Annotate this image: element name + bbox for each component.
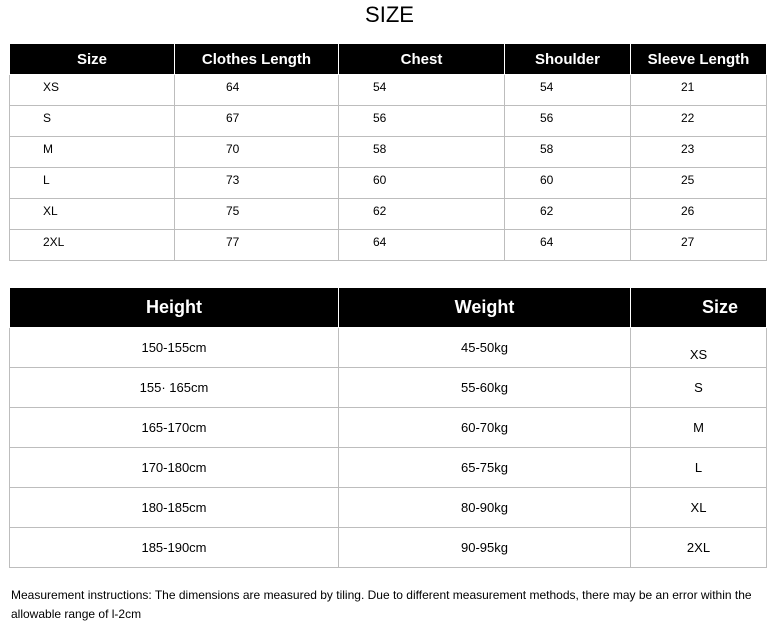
- table-cell: 62: [505, 199, 631, 230]
- table-cell: L: [10, 168, 175, 199]
- table-row: [10, 75, 767, 106]
- table-cell: M: [10, 137, 175, 168]
- table-cell: 2XL: [631, 528, 767, 568]
- table-cell: XL: [631, 488, 767, 528]
- table-cell: S: [631, 368, 767, 408]
- header-shoulder: Shoulder: [505, 44, 631, 75]
- table-cell: 54: [505, 75, 631, 106]
- table-cell: 80-90kg: [339, 488, 631, 528]
- table-cell: 60: [505, 168, 631, 199]
- table-cell: 25: [631, 168, 767, 199]
- measurement-header-row: [10, 44, 767, 75]
- table-row: [10, 137, 767, 168]
- table-cell: S: [10, 106, 175, 137]
- table-cell: XL: [10, 199, 175, 230]
- table-cell: 90-95kg: [339, 528, 631, 568]
- table-cell: 150-155cm: [10, 328, 339, 368]
- table-cell: 75: [175, 199, 339, 230]
- table-cell: 2XL: [10, 230, 175, 261]
- table-cell: 170-180cm: [10, 448, 339, 488]
- table-cell: L: [631, 448, 767, 488]
- size-guide-header-row: [10, 288, 767, 328]
- table-cell: 58: [505, 137, 631, 168]
- table-cell: 60-70kg: [339, 408, 631, 448]
- table-cell: 23: [631, 137, 767, 168]
- table-cell: 60: [339, 168, 505, 199]
- table-cell: 73: [175, 168, 339, 199]
- table-cell: 64: [339, 230, 505, 261]
- table-cell: 21: [631, 75, 767, 106]
- header-chest: Chest: [339, 44, 505, 75]
- table-cell: XS: [631, 328, 767, 368]
- table-cell: 62: [339, 199, 505, 230]
- table-cell: 56: [505, 106, 631, 137]
- table-cell: 165-170cm: [10, 408, 339, 448]
- table-row: [10, 199, 767, 230]
- table-cell: 56: [339, 106, 505, 137]
- size-guide-table: [9, 287, 767, 568]
- header-size: Size: [10, 44, 175, 75]
- table-cell: 58: [339, 137, 505, 168]
- table-cell: 70: [175, 137, 339, 168]
- table-cell: 27: [631, 230, 767, 261]
- header-sleeve-length: Sleeve Length: [631, 44, 767, 75]
- table-row: [10, 528, 767, 568]
- table-cell: 26: [631, 199, 767, 230]
- table-row: [10, 408, 767, 448]
- table-cell: 22: [631, 106, 767, 137]
- table-cell: 64: [175, 75, 339, 106]
- table-cell: 64: [505, 230, 631, 261]
- header-size: Size: [631, 288, 767, 328]
- table-row: [10, 368, 767, 408]
- table-row: [10, 106, 767, 137]
- table-cell: 65-75kg: [339, 448, 631, 488]
- table-cell: 155· 165cm: [10, 368, 339, 408]
- table-row: [10, 168, 767, 199]
- measurement-table: [9, 43, 767, 261]
- page-title: SIZE: [365, 2, 414, 27]
- table-cell: 45-50kg: [339, 328, 631, 368]
- table-row: [10, 328, 767, 368]
- table-cell: 55-60kg: [339, 368, 631, 408]
- header-height: Height: [10, 288, 339, 328]
- measurement-note: Measurement instructions: The dimensions are measured by tiling. Due to different measurement methods, there may be an error within the allowable range of l-2cm: [11, 588, 752, 621]
- table-cell: 54: [339, 75, 505, 106]
- table-cell: 77: [175, 230, 339, 261]
- table-row: [10, 448, 767, 488]
- table-cell: XS: [10, 75, 175, 106]
- table-cell: 185-190cm: [10, 528, 339, 568]
- table-cell: 180-185cm: [10, 488, 339, 528]
- table-cell: 67: [175, 106, 339, 137]
- table-row: [10, 230, 767, 261]
- header-clothes-length: Clothes Length: [175, 44, 339, 75]
- header-weight: Weight: [339, 288, 631, 328]
- table-row: [10, 488, 767, 528]
- table-cell: M: [631, 408, 767, 448]
